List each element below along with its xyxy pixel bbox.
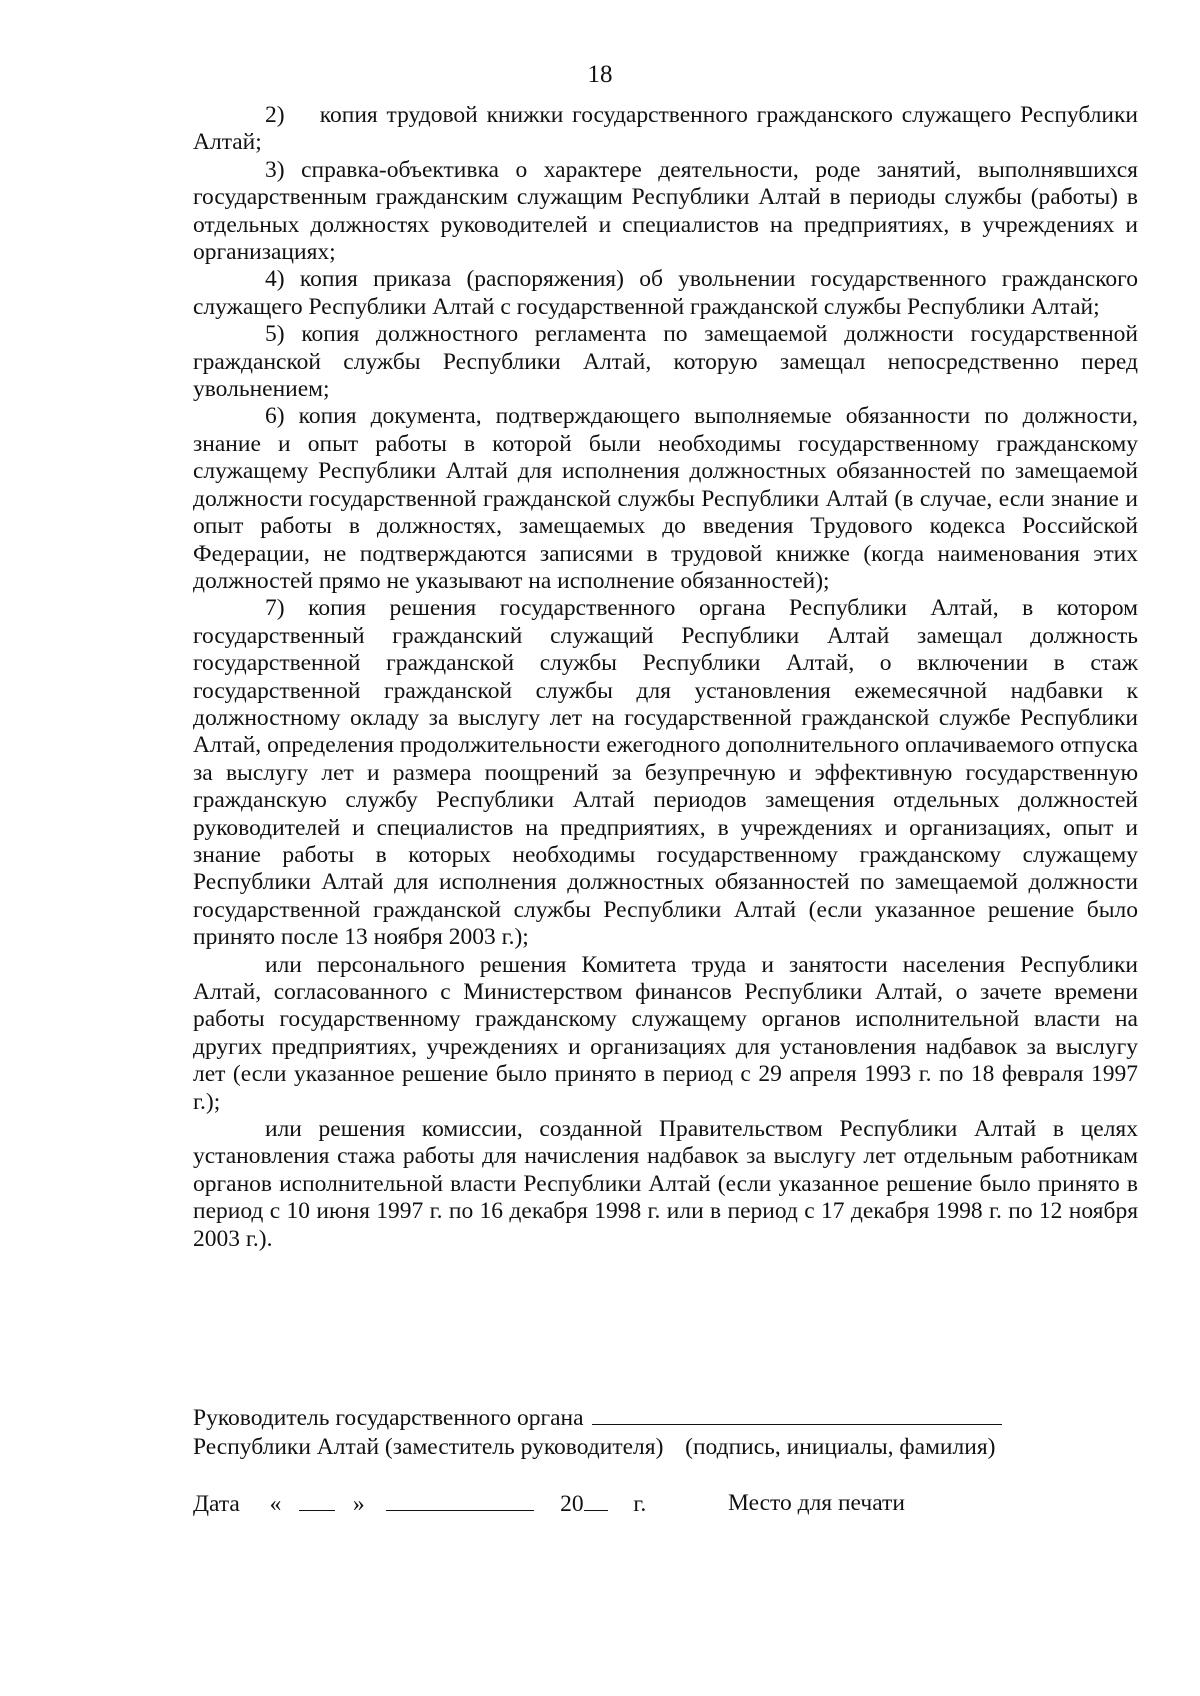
paragraph-commission-decision: или решения комиссии, созданной Правительством Республики Алтай в целях установления стажа работы для начисления надбавок за выслугу лет отдельным работникам органов исполнительной власти Республики Алтай (если указанное решение было принято в период с 10 июня 1997 г. по 16 декабря 1998 г. или в период с 17 декабря 1998 г. по 12 ноября 2003 г.). bbox=[193, 1116, 1138, 1252]
signature-hint: (подпись, инициалы, фамилия) bbox=[685, 1434, 996, 1460]
list-item-2: 2) копия трудовой книжки государственного гражданского служащего Республики Алтай; bbox=[193, 102, 1138, 156]
stamp-place-label: Место для печати bbox=[728, 1490, 905, 1516]
list-item-6: 6) копия документа, подтверждающего выполняемые обязанности по должности, знание и опыт работы в которой были необходимы государственному гражданскому служащему Республики Алтай для исполнения должностных обязанностей по замещаемой должности государственной гражданской службы Республики Алтай (в случае, если знание и опыт работы в должностях, замещаемых до введения Трудового кодекса Российской Федерации, не подтверждаются записями в трудовой книжке (когда наименования этих должностей прямо не указывают на исполнение обязанностей); bbox=[193, 403, 1138, 594]
paragraph-personal-decision: или персонального решения Комитета труда и занятости населения Республики Алтай, согласованного с Министерством финансов Республики Алтай, о зачете времени работы государственному гражданскому служащему органов исполнительной власти на других предприятиях, учреждениях и организациях для установления надбавок за выслугу лет (если указанное решение было принято в период с 29 апреля 1993 г. по 18 февраля 1997 г.); bbox=[193, 951, 1138, 1115]
date-label: Дата bbox=[193, 1491, 240, 1517]
day-blank bbox=[299, 1490, 335, 1511]
signature-line-head bbox=[193, 1404, 1138, 1432]
head-label: Руководитель государственного органа bbox=[193, 1405, 584, 1431]
date-row bbox=[193, 1490, 1138, 1518]
quote-close: » bbox=[352, 1491, 365, 1517]
quote-open: « bbox=[269, 1491, 282, 1517]
year-prefix: 20 bbox=[560, 1491, 584, 1517]
list-item-4: 4) копия приказа (распоряжения) об увольнении государственного гражданского служащего Республики Алтай с государственной гражданской службы Республики Алтай; bbox=[193, 266, 1138, 320]
signature-line-hint bbox=[193, 1434, 1138, 1461]
month-blank bbox=[386, 1490, 534, 1511]
signature-blank bbox=[592, 1404, 1002, 1425]
head-label-continued: Республики Алтай (заместитель руководителя) bbox=[193, 1434, 664, 1460]
document-body bbox=[193, 102, 1138, 1253]
list-item-7: 7) копия решения государственного органа Республики Алтай, в котором государственный гражданский служащий Республики Алтай замещал должность государственной гражданской службы Республики Алтай, о включении в стаж государственной гражданской службы для установления ежемесячной надбавки к должностному окладу за выслугу лет на государственной гражданской службе Республики Алтай, определения продолжительности ежегодного дополнительного оплачиваемого отпуска за выслугу лет и размера поощрений за безупречную и эффективную государственную гражданскую службу Республики Алтай периодов замещения отдельных должностей руководителей и специалистов на предприятиях, в учреждениях и организациях, опыт и знание работы в которых необходимы государственному гражданскому служащему Республики Алтай для исполнения должностных обязанностей по замещаемой должности государственной гражданской службы Республики Алтай (если указанное решение было принято после 13 ноября 2003 г.); bbox=[193, 595, 1138, 951]
page-number: 18 bbox=[587, 61, 613, 88]
list-item-3: 3) справка-объективка о характере деятельности, роде занятий, выполнявшихся государственным гражданским служащим Республики Алтай в периоды службы (работы) в отдельных должностях руководителей и специалистов на предприятиях, в учреждениях и организациях; bbox=[193, 156, 1138, 266]
year-suffix: г. bbox=[633, 1491, 647, 1517]
list-item-5: 5) копия должностного регламента по замещаемой должности государственной гражданской службы Республики Алтай, которую замещал непосредственно перед увольнением; bbox=[193, 321, 1138, 403]
year-blank bbox=[584, 1490, 608, 1511]
